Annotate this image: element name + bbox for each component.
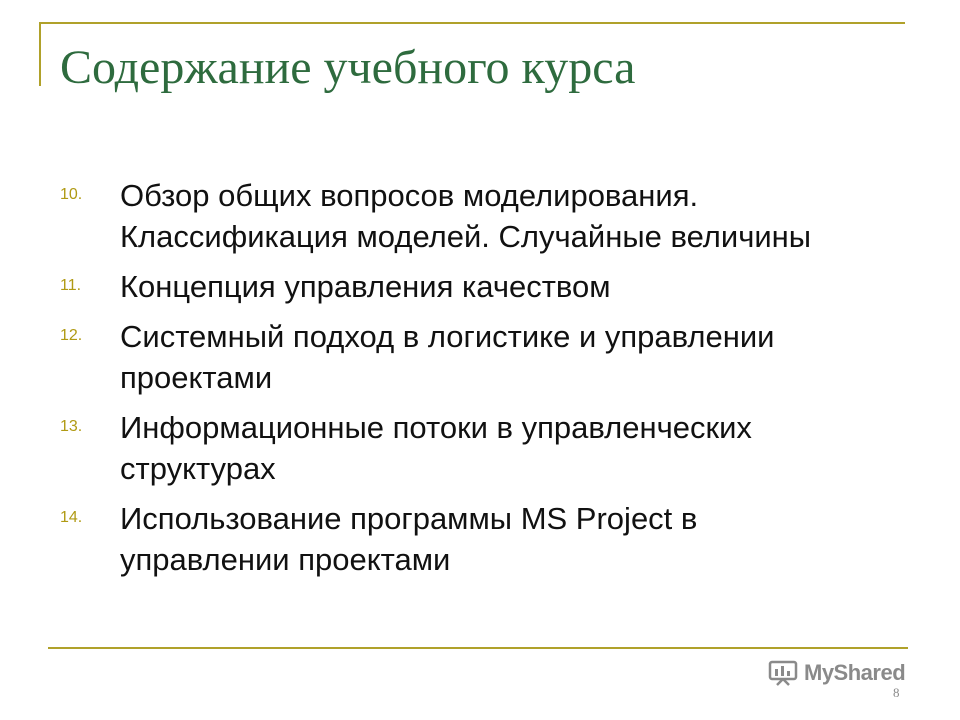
frame-left-rule bbox=[39, 22, 41, 86]
list-item bbox=[60, 498, 880, 580]
item-text: Использование программы MS Project в управлении проектами bbox=[120, 501, 698, 577]
list-item bbox=[60, 175, 880, 257]
page-number: 8 bbox=[893, 685, 900, 700]
slide-title: Содержание учебного курса bbox=[60, 41, 636, 94]
watermark-text: MyShared bbox=[804, 660, 906, 685]
list-item bbox=[60, 266, 880, 307]
item-number: 13. bbox=[60, 418, 83, 435]
course-content-list bbox=[60, 175, 880, 589]
list-item bbox=[60, 316, 880, 398]
item-text: Информационные потоки в управленческих структурах bbox=[120, 410, 752, 486]
item-number: 11. bbox=[60, 277, 82, 294]
item-number: 10. bbox=[60, 186, 83, 203]
presentation-board-icon bbox=[768, 660, 798, 686]
item-text: Обзор общих вопросов моделирования. Классификация моделей. Случайные величины bbox=[120, 178, 812, 254]
list-item bbox=[60, 407, 880, 489]
frame-top-rule bbox=[39, 22, 905, 24]
item-text: Концепция управления качеством bbox=[120, 269, 611, 304]
item-text: Системный подход в логистике и управлении проектами bbox=[120, 319, 775, 395]
item-number: 12. bbox=[60, 327, 83, 344]
bottom-rule bbox=[48, 647, 908, 649]
watermark bbox=[768, 660, 905, 686]
item-number: 14. bbox=[60, 509, 83, 526]
